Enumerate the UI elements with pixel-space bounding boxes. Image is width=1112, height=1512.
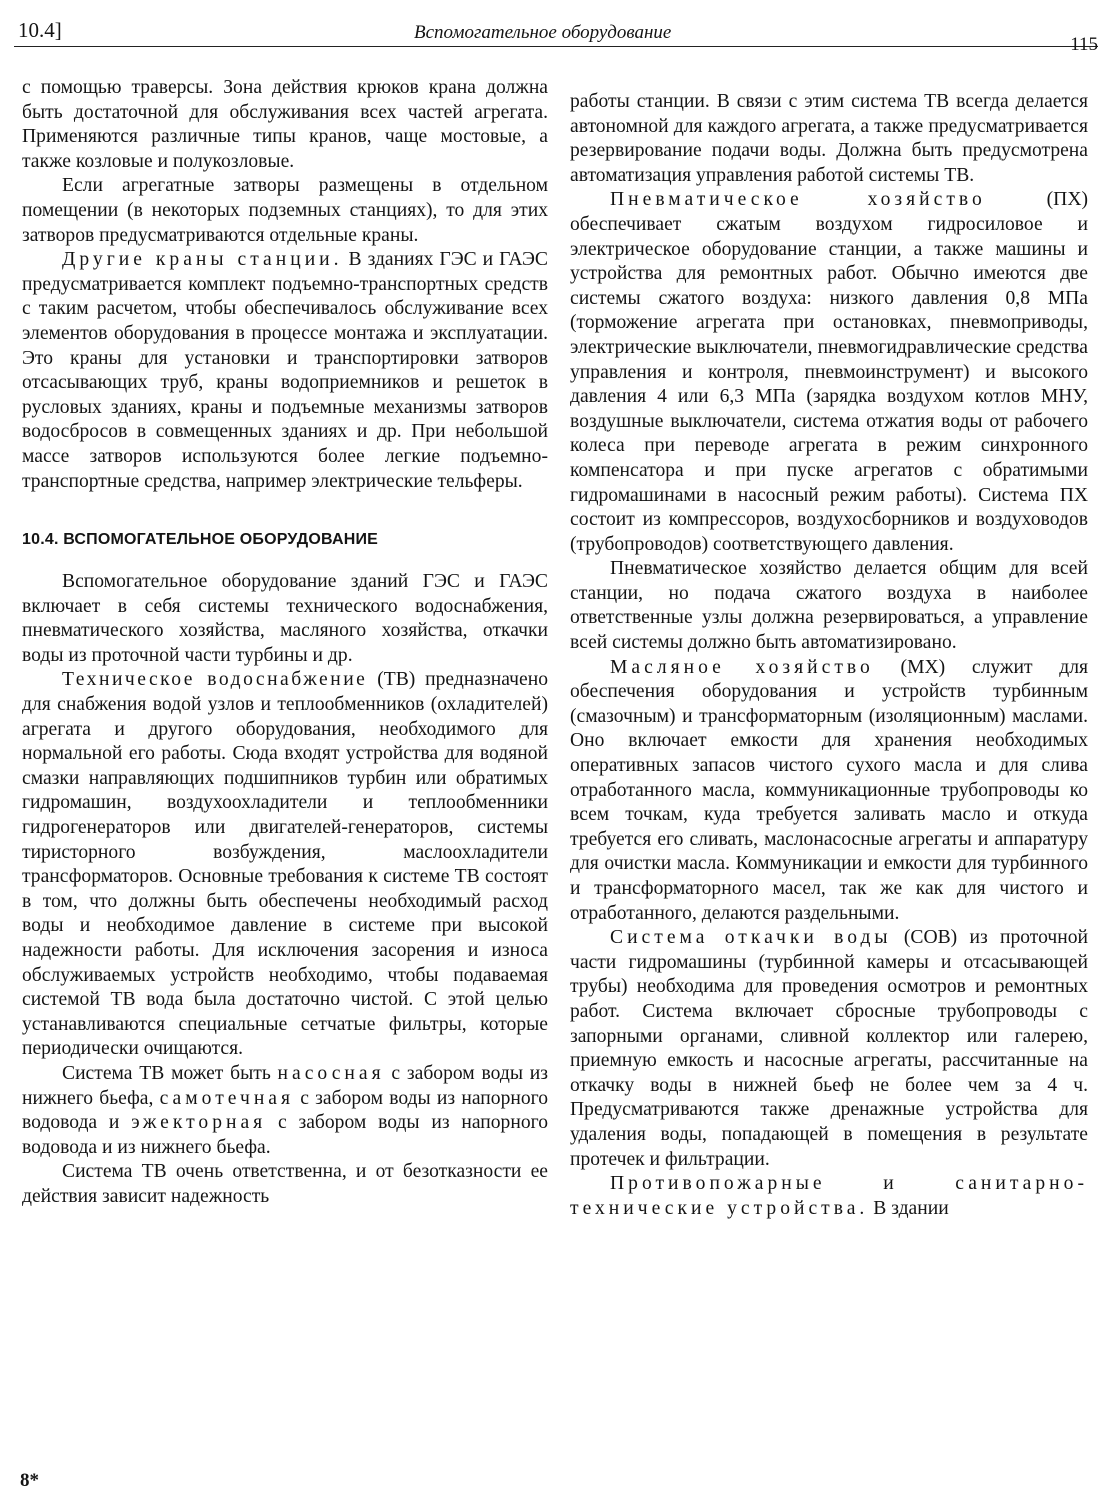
paragraph-text: с забором воды из нижнего бьефа, bbox=[22, 1062, 548, 1109]
header-section-number: 10.4] bbox=[18, 18, 62, 42]
paragraph: работы станции. В связи с этим система ТВ всегда делается автономной для каждого агрегата, а также предусматривается резервирование подачи воды. Должна быть предусмотрена автоматизация управления работой системы ТВ. bbox=[570, 91, 1088, 186]
spaced-term: Другие краны станции. bbox=[62, 249, 343, 271]
paragraph bbox=[570, 1172, 1088, 1221]
paragraph-text: В зданиях ГЭС и ГАЭС предусматривается комплект подъемно-транспортных средств с таким расчетом, чтобы обеспечивалось обслуживание всех элементов оборудования в процессе монтажа и эксплуатации. Это краны для установки и транспортировки затворов отсасывающих труб, краны водоприемников и решеток в русловых зданиях, краны и подъемные механизмы затворов водосбросов в совмещенных зданиях и др. При небольшой массе затворов используются более легкие подъемно-транспортные средства, например электрические тельферы. bbox=[22, 249, 548, 492]
paragraph-text: В здании bbox=[868, 1197, 949, 1219]
signature-mark: 8* bbox=[20, 1470, 39, 1491]
spaced-term: Масляное хозяйство bbox=[610, 656, 874, 678]
paragraph: Вспомогательное оборудование зданий ГЭС и ГАЭС включает в себя системы технического водоснабжения, пневматического хозяйства, масляного хозяйства, откачки воды из проточной части турбины и др. bbox=[22, 571, 548, 666]
paragraph-text: (ПХ) обеспечивает сжатым воздухом гидросиловое и электрическое оборудование станции, а также машины и устройства для ремонтных работ. Обычно имеются две системы сжатого воздуха: низкого давления 0,8 МПа (торможение агрегата при остановках, пневмоприводы, электрические выключатели, пневмогидравлические средства управления и контроля, пневмоинструмент) и высокого давления 4 или 6,3 МПа (зарядка воздухом котлов МНУ, воздушные выключатели, система отжатия воды от рабочего колеса при переводе агрегата в режим синхронного компенсатора и при пуске агрегатов с обратимыми гидромашинами в насосный режим работы). Система ПХ состоит из компрессоров, воздухосборников и воздуховодов (трубопроводов) соответствующего давления. bbox=[570, 189, 1088, 555]
paragraph-text: с забором воды из напорного водовода и bbox=[22, 1087, 548, 1134]
page-number: 115 bbox=[1070, 34, 1098, 55]
paragraph-text: (ТВ) предназначено для снабжения водой узлов и теплообменников (охладителей) агрегата и другого оборудования, необходимого для нормальной его работы. Сюда входят устройства для водяной смазки направляющих подшипников турбин или обратимых гидромашин, воздухоохладители и теплообменники гидрогенераторов или двигателей-генераторов, системы тиристорного возбуждения, маслоохладители трансформаторов. Основные требования к системе ТВ состоят в том, что должны быть обеспечены необходимый расход воды и необходимое давление в системе при высокой надежности работы. Для исключения засорения и износа обслуживаемых устройств необходимо, чтобы подаваемая системой ТВ вода была достаточно чистой. С этой целью устанавливаются специальные сетчатые фильтры, которые периодически очищаются. bbox=[22, 669, 548, 1060]
spaced-term: Техническое водоснабжение bbox=[62, 669, 368, 691]
left-column bbox=[22, 76, 548, 1210]
header-running-title: Вспомогательное оборудование bbox=[414, 22, 672, 43]
spaced-term: Пневматическое хозяйство bbox=[610, 189, 986, 211]
paragraph: Система ТВ очень ответственна, и от безотказности ее действия зависит надежность bbox=[22, 1161, 548, 1207]
right-column bbox=[570, 90, 1088, 1221]
spaced-term: Система откачки воды bbox=[610, 927, 892, 949]
paragraph-text: Система ТВ может быть bbox=[62, 1062, 278, 1084]
paragraph-text: (СОВ) из проточной части гидромашины (турбинной камеры и отсасывающей трубы) необходима для проведения осмотров и ремонтных работ. Система включает сбросные трубопроводы с запорными органами, сливной коллектор или галерею, приемную емкость и насосные агрегаты, рассчитанные на откачку воды в нижней бьеф не более чем за 4 ч. Предусматриваются также дренажные устройства для удаления воды, попадающей в помещения в результате протечек и фильтрации. bbox=[570, 927, 1088, 1170]
spaced-term: насосная bbox=[277, 1062, 385, 1084]
paragraph: Если агрегатные затворы размещены в отдельном помещении (в некоторых подземных станциях), то для этих затворов предусматриваются отдельные краны. bbox=[22, 175, 548, 246]
paragraph bbox=[570, 656, 1088, 927]
spaced-term: Противопожарные и санитарно-технические устройства. bbox=[570, 1173, 1088, 1219]
paragraph: Пневматическое хозяйство делается общим для всей станции, но подача сжатого воздуха в наиболее ответственные узлы должна резервироваться, а управление всей системы должно быть автоматизировано. bbox=[570, 558, 1088, 654]
paragraph bbox=[570, 188, 1088, 557]
paragraph bbox=[22, 1062, 548, 1160]
section-heading: 10.4. ВСПОМОГАТЕЛЬНОЕ ОБОРУДОВАНИЕ bbox=[22, 531, 379, 549]
spaced-term: самотечная bbox=[159, 1087, 295, 1109]
paragraph: с помощью траверсы. Зона действия крюков крана должна быть достаточной для обслуживания всех частей агрегата. Применяются различные типы кранов, чаще мостовые, а также козловые и полукозловые. bbox=[22, 77, 548, 172]
spaced-term: эжекторная bbox=[131, 1112, 267, 1134]
paragraph-text: (МХ) служит для обеспечения оборудования и устройств турбинным (смазочным) и трансформаторным (изоляционным) маслами. Оно включает емкости для хранения необходимых оперативных запасов чистого сухого масла и для слива отработанного масла, коммуникационные трубопроводы ко всем точкам, куда требуется заливать масло и откуда требуется его сливать, маслонасосные агрегаты и аппаратуру для очистки масла. Коммуникации и емкости для турбинного и трансформаторного масел, так же как для чистого и отработанного, делаются раздельными. bbox=[570, 656, 1088, 924]
paragraph bbox=[22, 668, 548, 1062]
paragraph bbox=[22, 248, 548, 494]
paragraph-text: с забором воды из напорного водовода и из нижнего бьефа. bbox=[22, 1112, 548, 1158]
paragraph bbox=[570, 926, 1088, 1172]
running-header bbox=[14, 18, 1098, 55]
